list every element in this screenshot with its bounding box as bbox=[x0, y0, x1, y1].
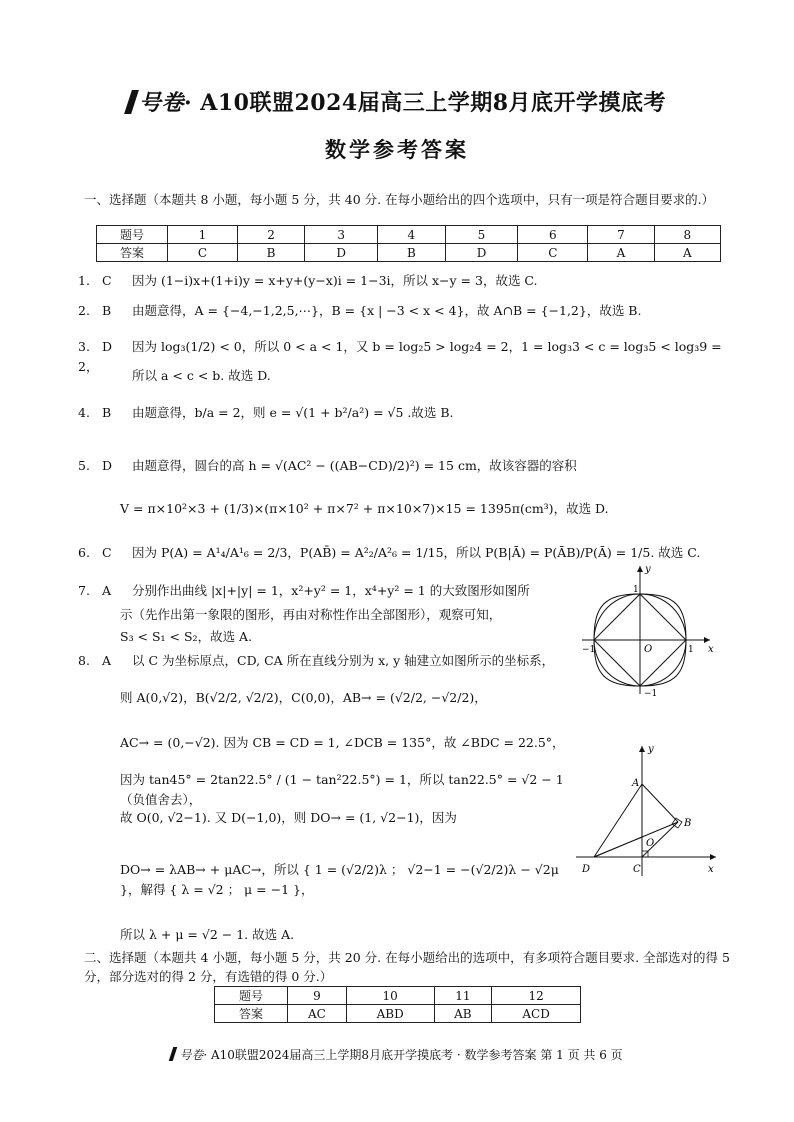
table-cell: 5 bbox=[445, 226, 518, 244]
table-cell: 6 bbox=[518, 226, 588, 244]
point-label: D bbox=[582, 864, 591, 875]
table-cell: B bbox=[237, 244, 304, 262]
answer-item-4: 4. B 由题意得，b/a = 2，则 e = √(1 + b²/a²) = √5 .故选 B. bbox=[78, 405, 454, 420]
table-cell: ABD bbox=[346, 1005, 434, 1023]
page-subtitle: 数学参考答案 bbox=[325, 137, 469, 162]
section1-heading: 一、选择题（本题共 8 小题，每小题 5 分，共 40 分. 在每小题给出的四个选项中，只有一项是符合题目要求的.） bbox=[84, 192, 715, 207]
table-cell: 12 bbox=[492, 987, 581, 1005]
tick-label: 1 bbox=[633, 585, 639, 595]
table-cell: 9 bbox=[288, 987, 347, 1005]
axis-y-label: y bbox=[645, 564, 651, 575]
answer-item-5-cont: V = π×10²×3 + (1/3)×(π×10² + π×7² + π×10×7)×15 = 1395π(cm³)，故选 D. bbox=[120, 501, 609, 516]
logo-text: 号卷 bbox=[138, 90, 184, 116]
answer-item-7: 7. A 分别作出曲线 |x|+|y| = 1，x²+y² = 1，x⁴+y² = 1 的大致图形如图所 bbox=[78, 583, 530, 598]
section2-heading: 二、选择题（本题共 4 小题，每小题 5 分，共 20 分. 在每小题给出的选项中，有多项符合题目要求. 全部选对的得 5 分，部分选对的得 2 分，有选错的得 0 分.） bbox=[84, 950, 730, 984]
answer-item-3: 3. D 因为 log₃(1/2) < 0，所以 0 < a < 1，又 b = log₂5 > log₂4 = 2，1 = log₃3 < c = log₃5 < log₃9 = 2， bbox=[78, 339, 722, 374]
point-label: C bbox=[633, 864, 641, 875]
table-cell: A bbox=[654, 244, 720, 262]
table-cell: 答案 bbox=[97, 244, 168, 262]
answer-item-6: 6. C 因为 P(A) = A¹₄/A¹₆ = 2/3，P(AB̄) = A²₂/A²₆ = 1/15，所以 P(B|Ā) = P(ĀB)/P(Ā) = 1/5. 故选 C. bbox=[78, 545, 701, 560]
table-cell: 题号 bbox=[215, 987, 288, 1005]
page-title bbox=[0, 86, 794, 117]
table-cell: 11 bbox=[434, 987, 492, 1005]
point-label: B bbox=[684, 818, 692, 829]
logo-mark-icon bbox=[169, 1047, 178, 1061]
tick-label: −1 bbox=[582, 645, 596, 655]
answer-item-3-cont: 所以 a < c < b. 故选 D. bbox=[132, 368, 271, 383]
table-cell: 题号 bbox=[97, 226, 168, 244]
table-cell: 答案 bbox=[215, 1005, 288, 1023]
answer-item-8-l2: 则 A(0,√2)，B(√2/2, √2/2)，C(0,0)，AB→ = (√2/2, −√2/2)， bbox=[120, 690, 487, 705]
answer-item-8-l3: AC→ = (0,−√2). 因为 CB = CD = 1, ∠DCB = 135°，故 ∠BDC = 22.5°， bbox=[120, 735, 565, 750]
answer-item-8: 8. A 以 C 为坐标原点，CD, CA 所在直线分别为 x, y 轴建立如图所示的坐标系， bbox=[78, 653, 555, 668]
table-cell: ACD bbox=[492, 1005, 581, 1023]
table-row bbox=[97, 244, 721, 262]
answer-item-2: 2. B 由题意得，A = {−4,−1,2,5,⋯}，B = {x | −3 < x < 4}，故 A∩B = {−1,2}，故选 B. bbox=[78, 303, 642, 318]
table-cell: 1 bbox=[168, 226, 238, 244]
table-cell: AB bbox=[434, 1005, 492, 1023]
axis-x-label: x bbox=[708, 864, 714, 875]
tick-label: 1 bbox=[688, 645, 694, 655]
table-row bbox=[215, 987, 581, 1005]
figure-triangle bbox=[576, 742, 726, 882]
footer-logo-text: 号卷 bbox=[179, 1048, 204, 1062]
tick-label: −1 bbox=[644, 689, 658, 698]
answer-item-7-cont: 示（先作出第一象限的图形，再由对称性作出全部图形），观察可知， bbox=[120, 607, 502, 622]
point-label: O bbox=[646, 838, 655, 849]
table-cell: D bbox=[305, 244, 378, 262]
table-cell: 10 bbox=[346, 987, 434, 1005]
answer-item-1: 1. C 因为 (1−i)x+(1+i)y = x+y+(y−x)i = 1−3i，所以 x−y = 3，故选 C. bbox=[78, 273, 538, 288]
answer-table-1 bbox=[96, 225, 721, 262]
point-label: A bbox=[632, 778, 640, 789]
table-row bbox=[215, 1005, 581, 1023]
page-footer bbox=[0, 1046, 794, 1063]
answer-table-2 bbox=[214, 986, 581, 1023]
table-cell: D bbox=[445, 244, 518, 262]
origin-label: O bbox=[644, 644, 653, 655]
table-cell: 8 bbox=[654, 226, 720, 244]
answer-item-8-l5: 故 O(0, √2−1). 又 D(−1,0)，则 DO→ = (1, √2−1)，因为 bbox=[120, 810, 457, 825]
axis-y-label: y bbox=[648, 744, 654, 755]
table-cell: C bbox=[168, 244, 238, 262]
table-cell: A bbox=[588, 244, 654, 262]
table-cell: AC bbox=[288, 1005, 347, 1023]
answer-item-8-l7: 所以 λ + μ = √2 − 1. 故选 A. bbox=[120, 927, 295, 942]
logo-mark-icon bbox=[124, 90, 139, 114]
table-cell: 2 bbox=[237, 226, 304, 244]
table-cell: B bbox=[378, 244, 445, 262]
answer-item-7-cont2: S₃ < S₁ < S₂，故选 A. bbox=[120, 629, 253, 644]
figure-curves bbox=[578, 562, 718, 698]
title-text: · A10联盟2024届高三上学期8月底开学摸底考 bbox=[183, 90, 667, 116]
axis-x-label: x bbox=[708, 644, 714, 655]
answer-item-8-l4: 因为 tan45° = 2tan22.5° / (1 − tan²22.5°) = 1，所以 tan22.5° = √2 − 1（负值舍去）， bbox=[120, 772, 564, 807]
table-cell: 3 bbox=[305, 226, 378, 244]
answer-item-5: 5. D 由题意得，圆台的高 h = √(AC² − ((AB−CD)/2)²) = 15 cm，故该容器的容积 bbox=[78, 458, 577, 473]
footer-text: · A10联盟2024届高三上学期8月底开学摸底考 · 数学参考答案 第 1 页 共 6 页 bbox=[203, 1048, 623, 1062]
table-cell: 4 bbox=[378, 226, 445, 244]
table-cell: 7 bbox=[588, 226, 654, 244]
answer-item-8-l6: DO→ = λAB→ + μAC→，所以 { 1 = (√2/2)λ ； √2−1 = −(√2/2)λ − √2μ }，解得 { λ = √2 ； μ = −1 }， bbox=[120, 862, 559, 897]
table-cell: C bbox=[518, 244, 588, 262]
table-row bbox=[97, 226, 721, 244]
